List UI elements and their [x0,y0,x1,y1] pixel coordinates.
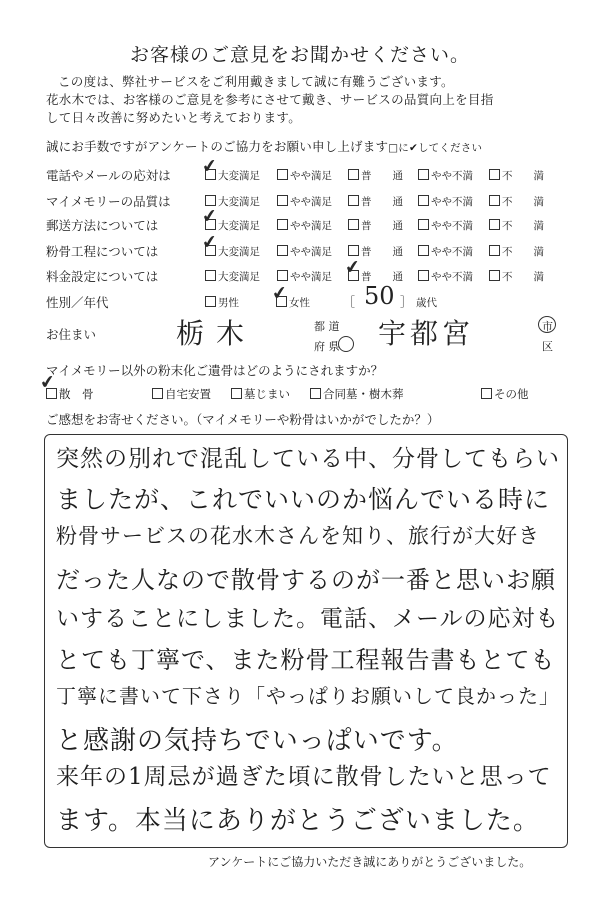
intro-line: 花水木では、お客様のご意見を参考にさせて戴き、サービスの品質向上を目指 [46,92,494,107]
rating-option[interactable]: 普 通 [348,218,403,233]
rating-checkbox[interactable] [489,219,500,230]
survey-heading-text: 誠にお手数ですがアンケートのご協力をお願い申し上げます [46,139,389,154]
rating-checkbox[interactable] [277,169,288,180]
remains-option[interactable]: その他 [481,386,529,402]
question-label: 粉骨工程については [46,244,159,259]
remains-checkbox[interactable] [310,388,321,399]
city-handwritten-value: 宇都宮 [378,317,475,350]
handwritten-comment-line: 丁寧に書いて下さり「やっぱりお願いして良かった」 [56,684,560,708]
checkmark-icon: ✔ [200,205,219,228]
intro-line: して日々改善に努めたいと考えております。 [46,110,302,125]
age-bracket-close: ］ [400,295,413,309]
rating-checkbox[interactable] [418,270,429,281]
rating-checkbox[interactable] [277,195,288,206]
handwritten-comment-line: ます。本当にありがとうございました。 [56,806,540,836]
handwritten-comment-line: 粉骨サービスの花水木さんを知り、旅行が大好き [56,524,540,548]
rating-checkbox[interactable] [418,195,429,206]
age-unit: 歳代 [416,297,437,309]
rating-checkbox[interactable] [277,219,288,230]
question-label: 料金設定については [46,269,159,284]
prefecture-circle-mark [338,336,354,352]
footer-thanks: アンケートにご協力いただき誠にありがとうございました。 [208,855,532,869]
rating-option[interactable]: 大変満足 [205,194,260,209]
checkmark-icon: ✔ [38,371,57,394]
rating-option[interactable]: 不 満 [489,218,544,233]
rating-option[interactable]: 大変満足 [205,244,260,259]
city-circle-mark [538,316,556,333]
address-label: お住まい [46,327,97,342]
rating-option[interactable]: 普 通 [348,168,403,183]
rating-checkbox[interactable] [489,245,500,256]
rating-checkbox[interactable] [418,169,429,180]
remains-checkbox[interactable] [152,388,163,399]
checkmark-icon: ✔ [343,256,362,279]
city-unit-top: 市 [542,320,553,333]
city-unit-bottom: 区 [542,340,553,353]
survey-heading [46,137,482,155]
prefecture-handwritten-value: 栃木 [176,317,257,350]
handwritten-comment-line: だった人なので散骨するのが一番と思いお願 [56,566,556,594]
age-bracket-open: ［ [343,295,356,309]
rating-checkbox[interactable] [205,270,216,281]
rating-option[interactable]: 不 満 [489,194,544,209]
rating-option[interactable]: 大変満足 [205,218,260,233]
rating-option[interactable]: 普 通 [348,269,403,284]
prefecture-unit-top: 都 道 [314,320,340,333]
gender-age-label: 性別／年代 [46,295,109,310]
rating-option[interactable]: やや不満 [418,194,473,209]
checkmark-icon: ✔ [200,155,219,178]
remains-option[interactable]: 合同墓・樹木葬 [310,386,404,402]
question-label: 郵送方法については [46,218,159,233]
handwritten-comment-line: いすることにしました。電話、メールの応対も [56,606,560,632]
rating-option[interactable]: 大変満足 [205,168,260,183]
age-handwritten-value: 50 [364,282,395,310]
rating-checkbox[interactable] [277,245,288,256]
rating-checkbox[interactable] [489,270,500,281]
rating-option[interactable]: 不 満 [489,168,544,183]
rating-checkbox[interactable] [418,245,429,256]
rating-option[interactable]: 普 通 [348,194,403,209]
prefecture-unit-bottom: 府 県 [314,340,340,353]
rating-option[interactable]: 不 満 [489,269,544,284]
rating-option[interactable]: やや不満 [418,218,473,233]
rating-option[interactable]: 不 満 [489,244,544,259]
remains-option[interactable]: 墓じまい [231,386,290,402]
rating-option[interactable]: やや満足 [277,244,332,259]
question-label: 電話やメールの応対は [46,168,171,183]
rating-option[interactable]: やや不満 [418,269,473,284]
handwritten-comment-line: 来年の1周忌が過ぎた頃に散骨したいと思って [56,764,552,790]
gender-female-option[interactable]: 女性 [276,295,310,310]
rating-checkbox[interactable] [348,219,359,230]
handwritten-comment-line: ましたが、これでいいのか悩んでいる時に [56,485,551,514]
rating-checkbox[interactable] [489,195,500,206]
handwritten-comment-line: 突然の別れで混乱している中、分骨してもらい [56,446,560,472]
rating-option[interactable]: 普 通 [348,244,403,259]
checkmark-icon: ✔ [200,231,219,254]
rating-checkbox[interactable] [489,169,500,180]
rating-option[interactable]: やや満足 [277,269,332,284]
remains-option[interactable]: 散 骨 [46,386,94,402]
comments-prompt: ご感想をお寄せください。（マイメモリーや粉骨はいかがでしたか？） [46,412,440,427]
checkmark-icon: ✔ [270,282,289,305]
gender-male-option[interactable]: 男性 [205,295,239,310]
rating-checkbox[interactable] [348,169,359,180]
rating-option[interactable]: やや不満 [418,168,473,183]
rating-option[interactable]: やや満足 [277,168,332,183]
handwritten-comment-line: とても丁寧で、また粉骨工程報告書もとても [56,646,556,674]
remains-checkbox[interactable] [231,388,242,399]
rating-checkbox[interactable] [348,195,359,206]
rating-option[interactable]: 大変満足 [205,269,260,284]
rating-checkbox[interactable] [418,219,429,230]
handwritten-comment-line: と感謝の気持ちでいっぱいです。 [56,726,459,756]
rating-option[interactable]: やや満足 [277,218,332,233]
page-title: お客様のご意見をお聞かせください。 [129,44,470,66]
remains-question: マイメモリー以外の粉末化ご遺骨はどのようにされますか？ [46,363,384,378]
remains-checkbox[interactable] [481,388,492,399]
gender-male-checkbox[interactable] [205,296,216,307]
survey-heading-note: □に✔してください [388,142,483,154]
rating-option[interactable]: やや不満 [418,244,473,259]
rating-checkbox[interactable] [277,270,288,281]
rating-checkbox[interactable] [348,245,359,256]
intro-line: この度は、弊社サービスをご利用戴きまして誠に有難うございます。 [58,74,454,89]
rating-option[interactable]: やや満足 [277,194,332,209]
remains-option[interactable]: 自宅安置 [152,386,211,402]
question-label: マイメモリーの品質は [46,194,171,209]
